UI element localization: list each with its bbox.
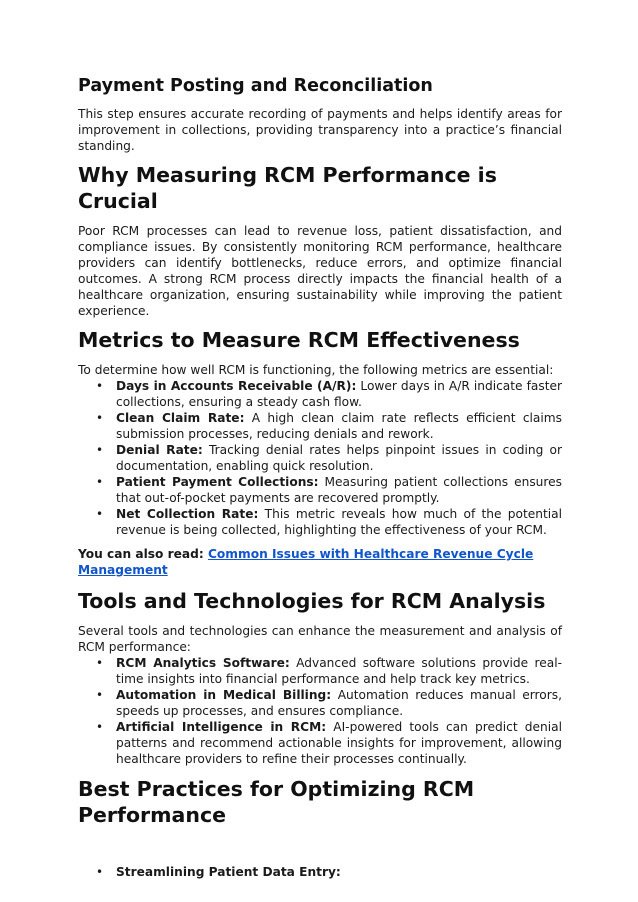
bullet-icon: • [96,507,104,521]
heading-tools: Tools and Technologies for RCM Analysis [78,589,546,613]
list-item-text: Measuring patient collections ensures that out-of-pocket payments are recovered promptly. [116,475,562,505]
list-item-text: AI-powered tools can predict denial patterns and recommend actionable insights for improvement, allowing healthcare providers to refine their processes continually. [116,720,562,766]
paragraph-metrics-intro: To determine how well RCM is functioning, the following metrics are essential: [78,363,554,377]
best-practices-list [78,864,562,880]
list-item [96,442,562,474]
list-item-label: Patient Payment Collections: [116,475,319,489]
list-item-text: This metric reveals how much of the potential revenue is being collected, highlighting the effectiveness of your RCM. [116,507,562,537]
list-item-text: Advanced software solutions provide real-time insights into financial performance and help track key metrics. [116,656,563,686]
metrics-list [78,378,562,538]
bullet-icon: • [96,720,104,734]
paragraph-payment-posting: This step ensures accurate recording of payments and helps identify areas for improvement in collections, providing transparency into a practice’s financial standing. [78,107,562,153]
tools-list [78,655,562,767]
paragraph-why-measuring: Poor RCM processes can lead to revenue loss, patient dissatisfaction, and compliance issues. By consistently monitoring RCM performance, healthcare providers can identify bottlenecks, reduce errors, and optimize financial outcomes. A strong RCM process directly impacts the financial health of a healthcare organization, ensuring sustainability while improving the patient experience. [78,224,562,318]
list-item-label: Denial Rate: [116,443,203,457]
list-item-label: Net Collection Rate: [116,507,259,521]
bullet-icon: • [96,475,104,489]
heading-why-measuring: Why Measuring RCM Performance is Crucial [78,163,497,213]
list-item-label: Automation in Medical Billing: [116,688,332,702]
list-item-text: A high clean claim rate reflects efficient claims submission processes, reducing denials and rework. [116,411,562,441]
heading-best-practices-line2: Performance [78,803,226,827]
heading-metrics: Metrics to Measure RCM Effectiveness [78,328,520,352]
list-item [96,687,562,719]
list-item [96,506,562,538]
list-item [96,719,562,767]
bullet-icon: • [96,656,104,670]
bullet-icon: • [96,411,104,425]
list-item [96,474,562,506]
bullet-icon: • [96,688,104,702]
heading-payment-posting: Payment Posting and Reconciliation [78,76,433,96]
list-item [96,410,562,442]
list-item-label: RCM Analytics Software: [116,656,290,670]
related-article-link[interactable]: Common Issues with Healthcare Revenue Cycle Management [78,547,534,577]
read-also-line [78,546,562,578]
paragraph-tools-intro: Several tools and technologies can enhance the measurement and analysis of RCM performance: [78,624,562,654]
list-item [96,655,563,687]
list-item [96,378,562,410]
read-also-prefix: You can also read: [78,547,208,561]
list-item-label: Artificial Intelligence in RCM: [116,720,327,734]
list-item-text: Automation reduces manual errors, speeds up processes, and ensures compliance. [116,688,562,718]
list-item-text: Lower days in A/R indicate faster collections, ensuring a steady cash flow. [116,379,562,409]
heading-best-practices-line1: Best Practices for Optimizing RCM [78,777,475,801]
list-item [96,864,562,880]
bullet-icon: • [96,865,104,879]
bullet-icon: • [96,379,104,393]
bullet-icon: • [96,443,104,457]
list-item-label: Days in Accounts Receivable (A/R): [116,379,357,393]
list-item-text: Tracking denial rates helps pinpoint issues in coding or documentation, enabling quick resolution. [116,443,562,473]
list-item-label: Streamlining Patient Data Entry: [116,865,341,879]
heading-best-practices [78,776,562,828]
document-page [78,74,562,880]
list-item-label: Clean Claim Rate: [116,411,245,425]
